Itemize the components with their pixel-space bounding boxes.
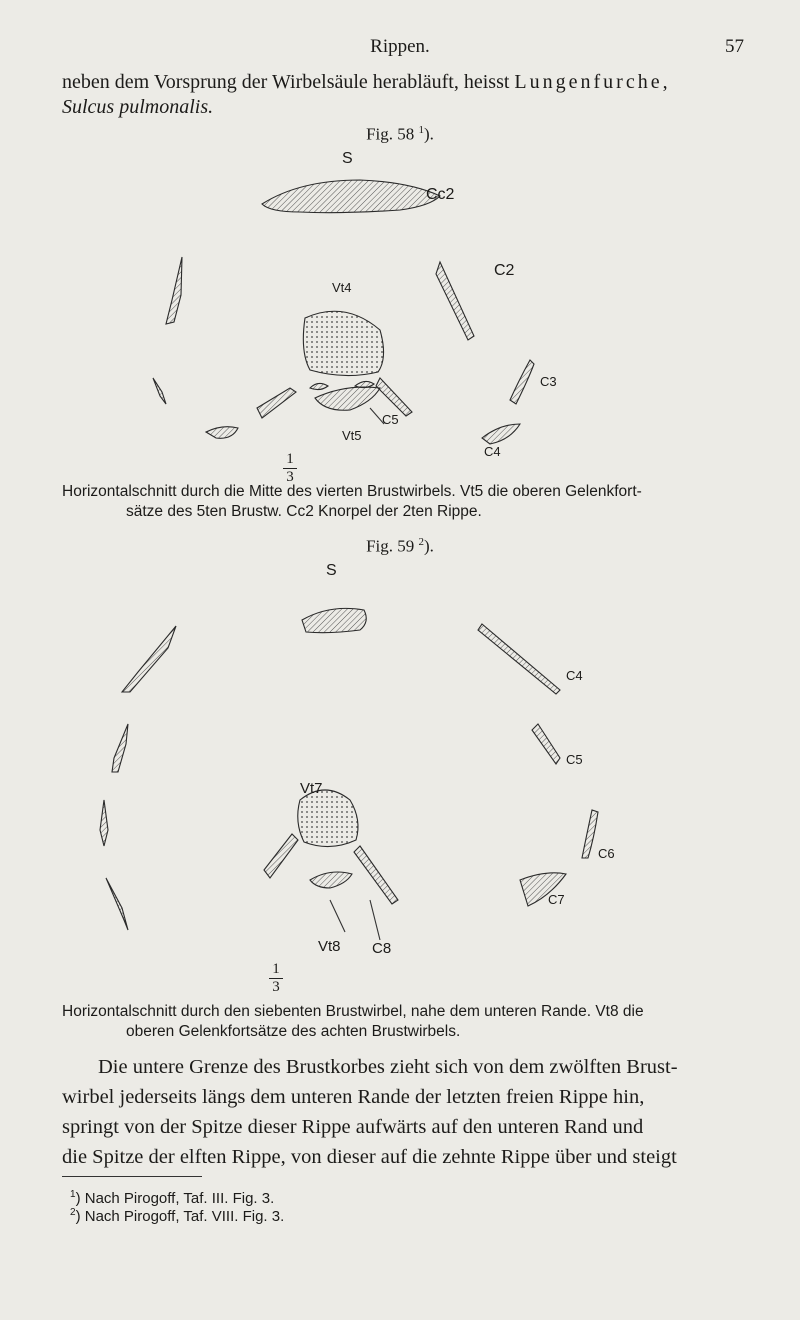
fig58-rib-c3 [510,360,534,404]
fig58-label-c3: C3 [540,374,557,389]
fig58-rib-left-mid [153,378,166,404]
fig59-process-right [354,846,398,904]
fig59-vertebra-vt7 [298,790,358,847]
fig58-caption [62,482,752,522]
fig59-label: Fig. 59 $^2$). [366,536,434,556]
fig59-caption [62,1002,752,1042]
fig59-label-vt7: Vt7 [300,780,323,797]
fig59-sternum [302,608,366,632]
fig58-label-vt5: Vt5 [342,428,362,443]
footnote-2-text: Nach Pirogoff, Taf. VIII. Fig. 3. [84,1208,285,1225]
fig59-caption-line-2: oberen Gelenkfortsätze des achten Brustwirbels. [126,1023,461,1040]
footnote-2-mark: 2 [70,1207,76,1218]
fig58-process-right [376,378,412,416]
fig59-label-c8: C8 [372,940,392,957]
fig58-ref: 1 [418,124,424,136]
fig58-label: Fig. 58 $^1$). [366,124,434,144]
footnote-rule [62,1176,202,1177]
fig59-caption-line-1: Horizontalschnitt durch den siebenten Brustwirbel, nahe dem unteren Rande. Vt8 die [62,1003,644,1020]
fig59-label-c7: C7 [548,892,565,907]
fig58-rib-c4 [482,424,520,444]
fig59-rib-left-4 [106,878,128,930]
fig58-drawing [153,180,534,444]
fig58-rib-c2 [436,262,474,340]
fig58-rib-left-low [206,427,238,439]
fig59-c8-leader [370,900,380,940]
paragraph-line-2: wirbel jederseits längs dem unteren Rande der letzten freien Rippe hin, [62,1086,645,1108]
fig58-label-c5: C5 [382,412,399,427]
fig58-process-left [257,388,296,418]
footnote-2: $^2$) Nach Pirogoff, Taf. VIII. Fig. 3. [70,1207,285,1225]
page-number: 57 [725,36,744,57]
paragraph-line-4: die Spitze der elften Rippe, von dieser auf die zehnte Rippe über und steigt [62,1146,677,1168]
fig58-vertebra-vt4 [303,311,383,375]
fig59-drawing [100,608,598,940]
fig58-oval-left [310,383,328,389]
fig59-scale [266,962,286,995]
footnote-1-mark: 1 [70,1189,76,1200]
fig59-rib-left-3 [100,800,108,846]
fig58-caption-line-1: Horizontalschnitt durch die Mitte des vierten Brustwirbels. Vt5 die oberen Gelenkfort- [62,483,642,500]
intro-spaced-term: Lungenfurche, [514,71,671,93]
fig59-rib-c6 [582,810,598,858]
fig59-rib-left-upper [122,626,176,692]
fig59-label-s: S [326,562,337,579]
paragraph-line-3: springt von der Spitze dieser Rippe aufwärts auf den unteren Rand und [62,1116,644,1138]
fig58-label-c4: C4 [484,444,501,459]
fig59-label-c5: C5 [566,752,583,767]
fig59-scale-den: 3 [272,979,280,995]
intro-line-2: Sulcus pulmonalis. [62,96,214,118]
fig59-label-c4: C4 [566,668,583,683]
running-header-title: Rippen. [370,36,430,57]
fig58-label-cc2: Cc2 [426,186,455,203]
fig58-sternum [262,180,440,213]
fig59-rib-c4 [478,624,560,694]
fig58-rib-left-upper [166,257,182,324]
footnote-1: $^1$) Nach Pirogoff, Taf. III. Fig. 3. [70,1189,275,1207]
fig59-rib-c5 [532,724,560,764]
body-paragraph [62,1052,752,1172]
footnote-1-text: Nach Pirogoff, Taf. III. Fig. 3. [84,1190,275,1207]
fig58-scale [280,452,300,485]
fig58-scale-den: 3 [286,469,294,485]
fig59-process-center [310,872,352,888]
fig58-oval-right [355,381,374,387]
fig58-label-s: S [342,150,353,167]
fig58-scale-num: 1 [286,451,294,467]
fig58-label-c2: C2 [494,262,515,279]
fig58-caption-line-2: sätze des 5ten Brustw. Cc2 Knorpel der 2ten Rippe. [126,503,482,520]
fig59-label-c6: C6 [598,846,615,861]
fig59-rib-left-2 [112,724,128,772]
fig58-label-vt4: Vt4 [332,280,352,295]
intro-line-1: neben dem Vorsprung der Wirbelsäule herabläuft, heisst [62,71,510,93]
fig58-process-center [315,387,380,410]
fig59-ref: 2 [418,536,424,548]
fig59-process-left [264,834,298,878]
fig59-vt8-leader [330,900,345,932]
fig59-label-text: Fig. 59 [366,536,415,556]
fig59-label-vt8: Vt8 [318,938,341,955]
paragraph-line-1: Die untere Grenze des Brustkorbes zieht sich von dem zwölften Brust- [98,1056,678,1078]
fig59-scale-num: 1 [272,961,280,977]
fig58-label-text: Fig. 58 [366,124,415,144]
